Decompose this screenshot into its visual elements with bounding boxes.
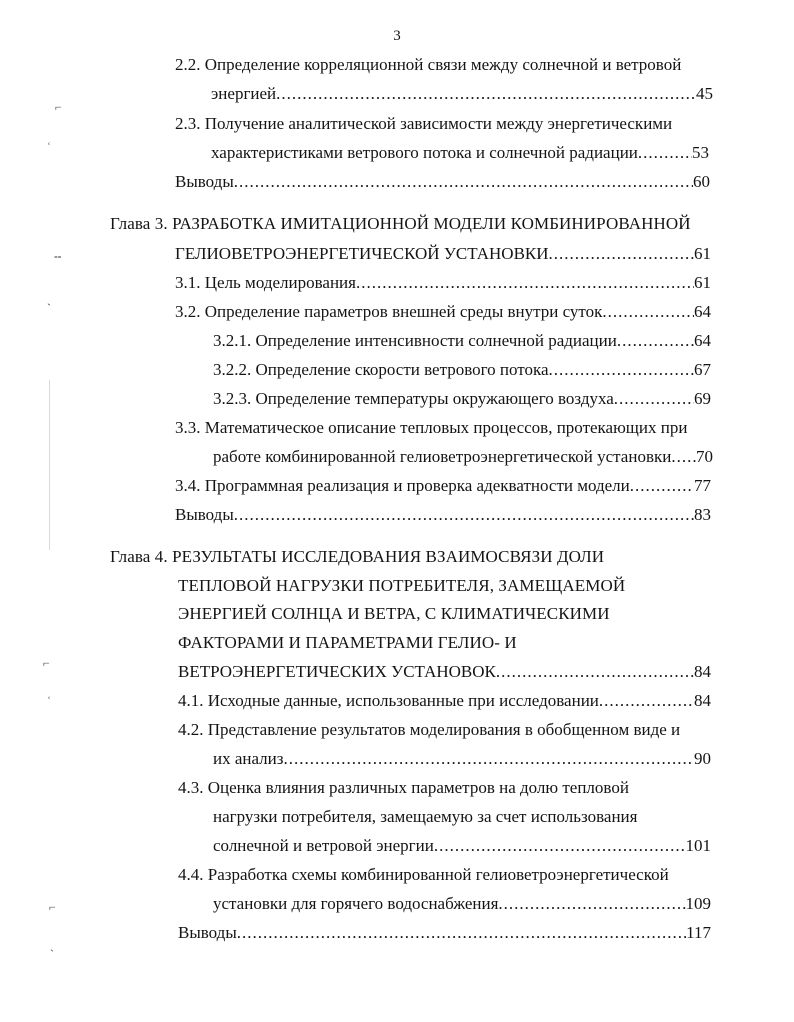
toc-text: ЭНЕРГИЕЙ СОЛНЦА И ВЕТРА, С КЛИМАТИЧЕСКИМИ — [178, 604, 610, 623]
leader-dots — [630, 476, 694, 496]
toc-text: установки для горячего водоснабжения — [213, 894, 499, 913]
leader-dots — [434, 836, 686, 856]
scan-artifact-mark: ˎ — [47, 292, 51, 306]
toc-text: 3.2.3. Определение температуры окружающего воздуха — [213, 389, 614, 408]
toc-page: 83 — [694, 505, 711, 524]
toc-text: 3.2.2. Определение скорости ветрового потока — [213, 360, 549, 379]
toc-line — [213, 807, 673, 827]
scan-artifact-mark: ˎ — [50, 938, 54, 952]
toc-page: 53 — [692, 143, 709, 162]
toc-text: работе комбинированной гелиоветроэнергетической установки — [213, 447, 672, 466]
toc-page: 69 — [694, 389, 711, 408]
toc-text: 3.4. Программная реализация и проверка адекватности модели — [175, 476, 630, 495]
toc-text: ФАКТОРАМИ И ПАРАМЕТРАМИ ГЕЛИО- И — [178, 633, 517, 652]
toc-text: ГЕЛИОВЕТРОЭНЕРГЕТИЧЕСКОЙ УСТАНОВКИ — [175, 244, 549, 263]
chapter-heading-continued — [178, 633, 658, 653]
leader-dots — [496, 662, 694, 682]
toc-text: Выводы — [175, 172, 234, 191]
toc-page: 109 — [685, 894, 711, 913]
toc-line — [175, 172, 710, 192]
toc-page: 61 — [694, 273, 711, 292]
toc-text: Выводы — [178, 923, 237, 942]
toc-line — [178, 691, 711, 711]
toc-text: 3.2.1. Определение интенсивности солнечной радиации — [213, 331, 617, 350]
scan-artifact-mark: ʿ — [47, 140, 51, 154]
scan-artifact-mark: ╌ — [54, 250, 62, 264]
toc-line — [175, 244, 711, 264]
toc-page: 67 — [694, 360, 711, 379]
toc-page: 77 — [694, 476, 711, 495]
leader-dots — [617, 331, 694, 351]
toc-text: нагрузки потребителя, замещаемую за счет использования — [213, 807, 638, 826]
chapter-heading — [110, 214, 720, 234]
toc-text: Глава 4. РЕЗУЛЬТАТЫ ИССЛЕДОВАНИЯ ВЗАИМОСВЯЗИ ДОЛИ — [110, 547, 605, 566]
leader-dots — [671, 447, 696, 467]
leader-dots — [276, 84, 696, 104]
leader-dots — [614, 389, 694, 409]
leader-dots — [602, 302, 694, 322]
toc-line — [178, 923, 711, 943]
toc-text: 4.4. Разработка схемы комбинированной гелиоветроэнергетической — [178, 865, 669, 884]
scan-artifact-mark: ⌐ — [55, 100, 62, 114]
toc-line — [178, 662, 711, 682]
page-number: 3 — [393, 28, 401, 44]
toc-page: 64 — [694, 302, 711, 321]
toc-page: 84 — [694, 691, 711, 710]
toc-line — [213, 331, 711, 351]
toc-line — [175, 476, 711, 496]
toc-line — [178, 865, 698, 885]
leader-dots — [234, 172, 693, 192]
leader-dots — [549, 244, 694, 264]
toc-line — [175, 55, 715, 75]
scan-artifact-line — [49, 380, 50, 550]
leader-dots — [599, 691, 694, 711]
leader-dots — [638, 143, 692, 163]
toc-text: 3.3. Математическое описание тепловых процессов, протекающих при — [175, 418, 688, 437]
toc-text: 2.2. Определение корреляционной связи между солнечной и ветровой — [175, 55, 682, 74]
toc-page: 64 — [694, 331, 711, 350]
toc-line — [211, 143, 709, 163]
leader-dots — [283, 749, 694, 769]
toc-text: 3.2. Определение параметров внешней среды внутри суток — [175, 302, 603, 321]
toc-text: ВЕТРОЭНЕРГЕТИЧЕСКИХ УСТАНОВОК — [178, 662, 496, 681]
scan-artifact-mark: ⌐ — [49, 900, 56, 914]
chapter-heading — [110, 547, 670, 567]
leader-dots — [234, 505, 694, 525]
chapter-heading-continued — [178, 604, 658, 624]
toc-text: солнечной и ветровой энергии — [213, 836, 434, 855]
toc-text: 2.3. Получение аналитической зависимости между энергетическими — [175, 114, 673, 133]
toc-line — [211, 84, 713, 104]
toc-line — [178, 778, 658, 798]
toc-page: 90 — [694, 749, 711, 768]
toc-text: 4.3. Оценка влияния различных параметров на долю тепловой — [178, 778, 629, 797]
leader-dots — [356, 273, 694, 293]
toc-page: 101 — [685, 836, 711, 855]
toc-line — [175, 302, 711, 322]
leader-dots — [549, 360, 694, 380]
toc-text: 4.2. Представление результатов моделирования в обобщенном виде и — [178, 720, 681, 739]
toc-line — [178, 720, 718, 740]
toc-line — [213, 894, 711, 914]
toc-line — [213, 447, 713, 467]
toc-line — [213, 749, 711, 769]
leader-dots — [237, 923, 686, 943]
toc-text: Глава 3. РАЗРАБОТКА ИМИТАЦИОННОЙ МОДЕЛИ КОМБИНИРОВАННОЙ — [110, 214, 691, 233]
toc-page: 84 — [694, 662, 711, 681]
toc-text: энергией — [211, 84, 277, 103]
scan-artifact-mark: ʿ — [47, 694, 51, 708]
leader-dots — [498, 894, 685, 914]
toc-line — [175, 273, 711, 293]
toc-text: характеристиками ветрового потока и солнечной радиации — [211, 143, 638, 162]
toc-text: Выводы — [175, 505, 234, 524]
chapter-heading-continued — [178, 576, 658, 596]
scan-artifact-mark: ⌐ — [43, 656, 50, 670]
toc-page: 70 — [696, 447, 713, 466]
toc-line — [175, 114, 715, 134]
toc-text: ТЕПЛОВОЙ НАГРУЗКИ ПОТРЕБИТЕЛЯ, ЗАМЕЩАЕМОЙ — [178, 576, 626, 595]
toc-line — [213, 360, 711, 380]
toc-text: 3.1. Цель моделирования — [175, 273, 356, 292]
toc-text: 4.1. Исходные данные, использованные при исследовании — [178, 691, 599, 710]
toc-line — [175, 418, 720, 438]
toc-line — [213, 836, 711, 856]
toc-page: 45 — [696, 84, 713, 103]
toc-text: их анализ — [213, 749, 284, 768]
toc-page: 60 — [693, 172, 710, 191]
toc-page: 61 — [694, 244, 711, 263]
toc-line — [175, 505, 711, 525]
toc-line — [213, 389, 711, 409]
toc-page: 117 — [686, 923, 711, 942]
